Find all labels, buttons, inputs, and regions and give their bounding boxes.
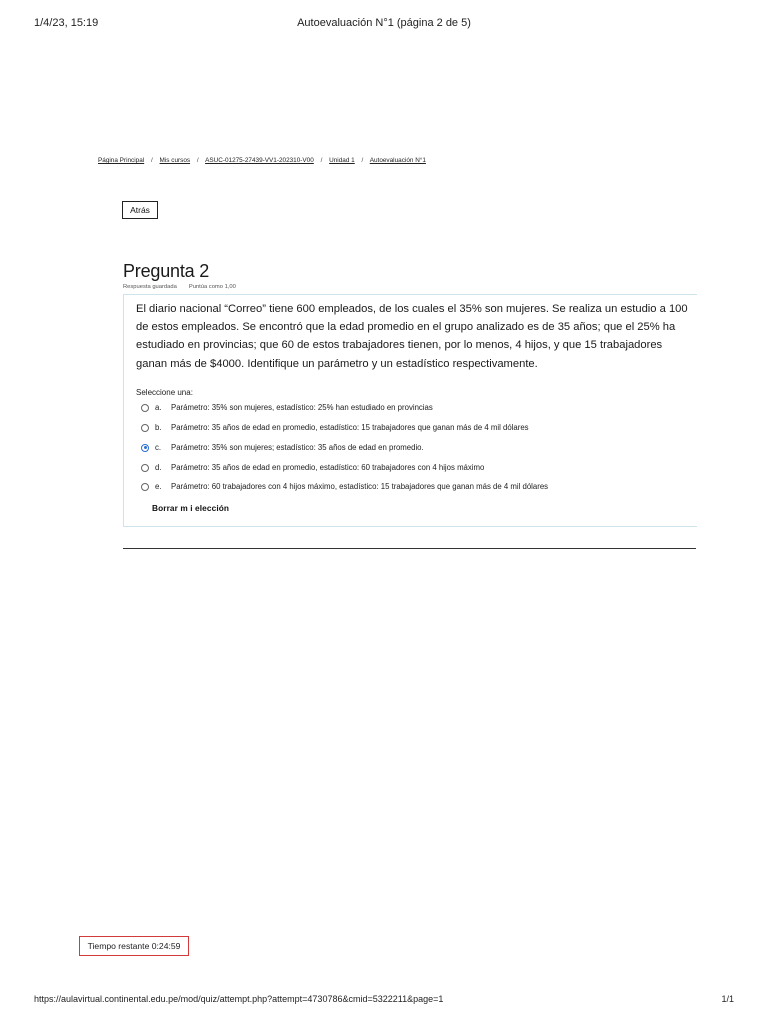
question-status: Respuesta guardada [123, 284, 177, 290]
answer-option-d[interactable] [141, 463, 484, 472]
select-prompt: Seleccione una: [136, 388, 193, 397]
question-points: Puntúa como 1,00 [188, 284, 236, 290]
answer-option-c[interactable] [141, 443, 424, 452]
question-text-line: ganan más de $4000. Identifique un parámetro y un estadístico respectivamente. [136, 357, 538, 370]
answer-option-e[interactable] [141, 482, 548, 491]
question-text-line: estudiado en provincias; que 60 de estos trabajadores tienen, por lo menos, 4 hijos, y que 15 trabajadores [136, 339, 663, 352]
option-text: Parámetro: 35 años de edad en promedio, estadístico: 15 trabajadores que ganan más de 4 mil dólares [171, 423, 529, 432]
time-remaining: Tiempo restante 0:24:59 [79, 936, 189, 956]
question-text-line: de estos empleados. Se encontró que la edad promedio en el grupo analizado es de 35 años; que el 25% ha [136, 321, 676, 334]
radio-option-b[interactable] [141, 424, 149, 432]
question-meta [123, 284, 236, 290]
breadcrumb-separator: / [150, 157, 153, 164]
print-url: https://aulavirtual.continental.edu.pe/mod/quiz/attempt.php?attempt=4730786&cmid=5322211&page=1 [34, 994, 444, 1004]
option-letter: e. [155, 482, 162, 491]
option-text: Parámetro: 35% son mujeres; estadístico: 35 años de edad en promedio. [171, 443, 424, 452]
print-title: Autoevaluación N°1 (página 2 de 5) [297, 17, 471, 29]
option-text: Parámetro: 35 años de edad en promedio, estadístico: 60 trabajadores con 4 hijos máximo [171, 463, 485, 472]
radio-option-a[interactable] [141, 404, 149, 412]
question-title: Pregunta 2 [123, 261, 210, 281]
breadcrumb-unit[interactable]: Unidad 1 [329, 157, 355, 164]
breadcrumb-quiz[interactable]: Autoevaluación N°1 [369, 157, 426, 164]
breadcrumb-separator: / [196, 157, 199, 164]
option-letter: c. [155, 443, 162, 452]
divider [123, 548, 696, 549]
breadcrumb [98, 157, 426, 164]
back-button[interactable]: Atrás [122, 201, 158, 219]
radio-option-c[interactable] [141, 444, 149, 452]
radio-option-d[interactable] [141, 464, 149, 472]
print-datetime: 1/4/23, 15:19 [34, 17, 99, 29]
print-page-number: 1/1 [721, 994, 734, 1004]
breadcrumb-separator: / [320, 157, 323, 164]
breadcrumb-separator: / [361, 157, 364, 164]
breadcrumb-course[interactable]: ASUC-01275-27439-VV1-202310-V00 [205, 157, 314, 164]
option-letter: a. [155, 403, 162, 412]
clear-choice-link[interactable]: Borrar m i elección [152, 503, 230, 513]
answer-option-b[interactable] [141, 423, 529, 432]
question-text [136, 300, 698, 373]
breadcrumb-home[interactable]: Página Principal [98, 157, 145, 164]
option-letter: b. [155, 423, 162, 432]
question-text-line: El diario nacional “Correo” tiene 600 empleados, de los cuales el 35% son mujeres. Se realiza un estudio a 100 [136, 303, 688, 315]
radio-option-e[interactable] [141, 483, 149, 491]
option-text: Parámetro: 60 trabajadores con 4 hijos máximo, estadístico: 15 trabajadores que ganan más de 4 mil dólares [171, 482, 549, 491]
option-text: Parámetro: 35% son mujeres, estadístico: 25% han estudiado en provincias [171, 403, 433, 412]
breadcrumb-my-courses[interactable]: Mis cursos [159, 157, 191, 164]
option-letter: d. [155, 463, 162, 472]
answer-option-a[interactable] [141, 403, 433, 412]
